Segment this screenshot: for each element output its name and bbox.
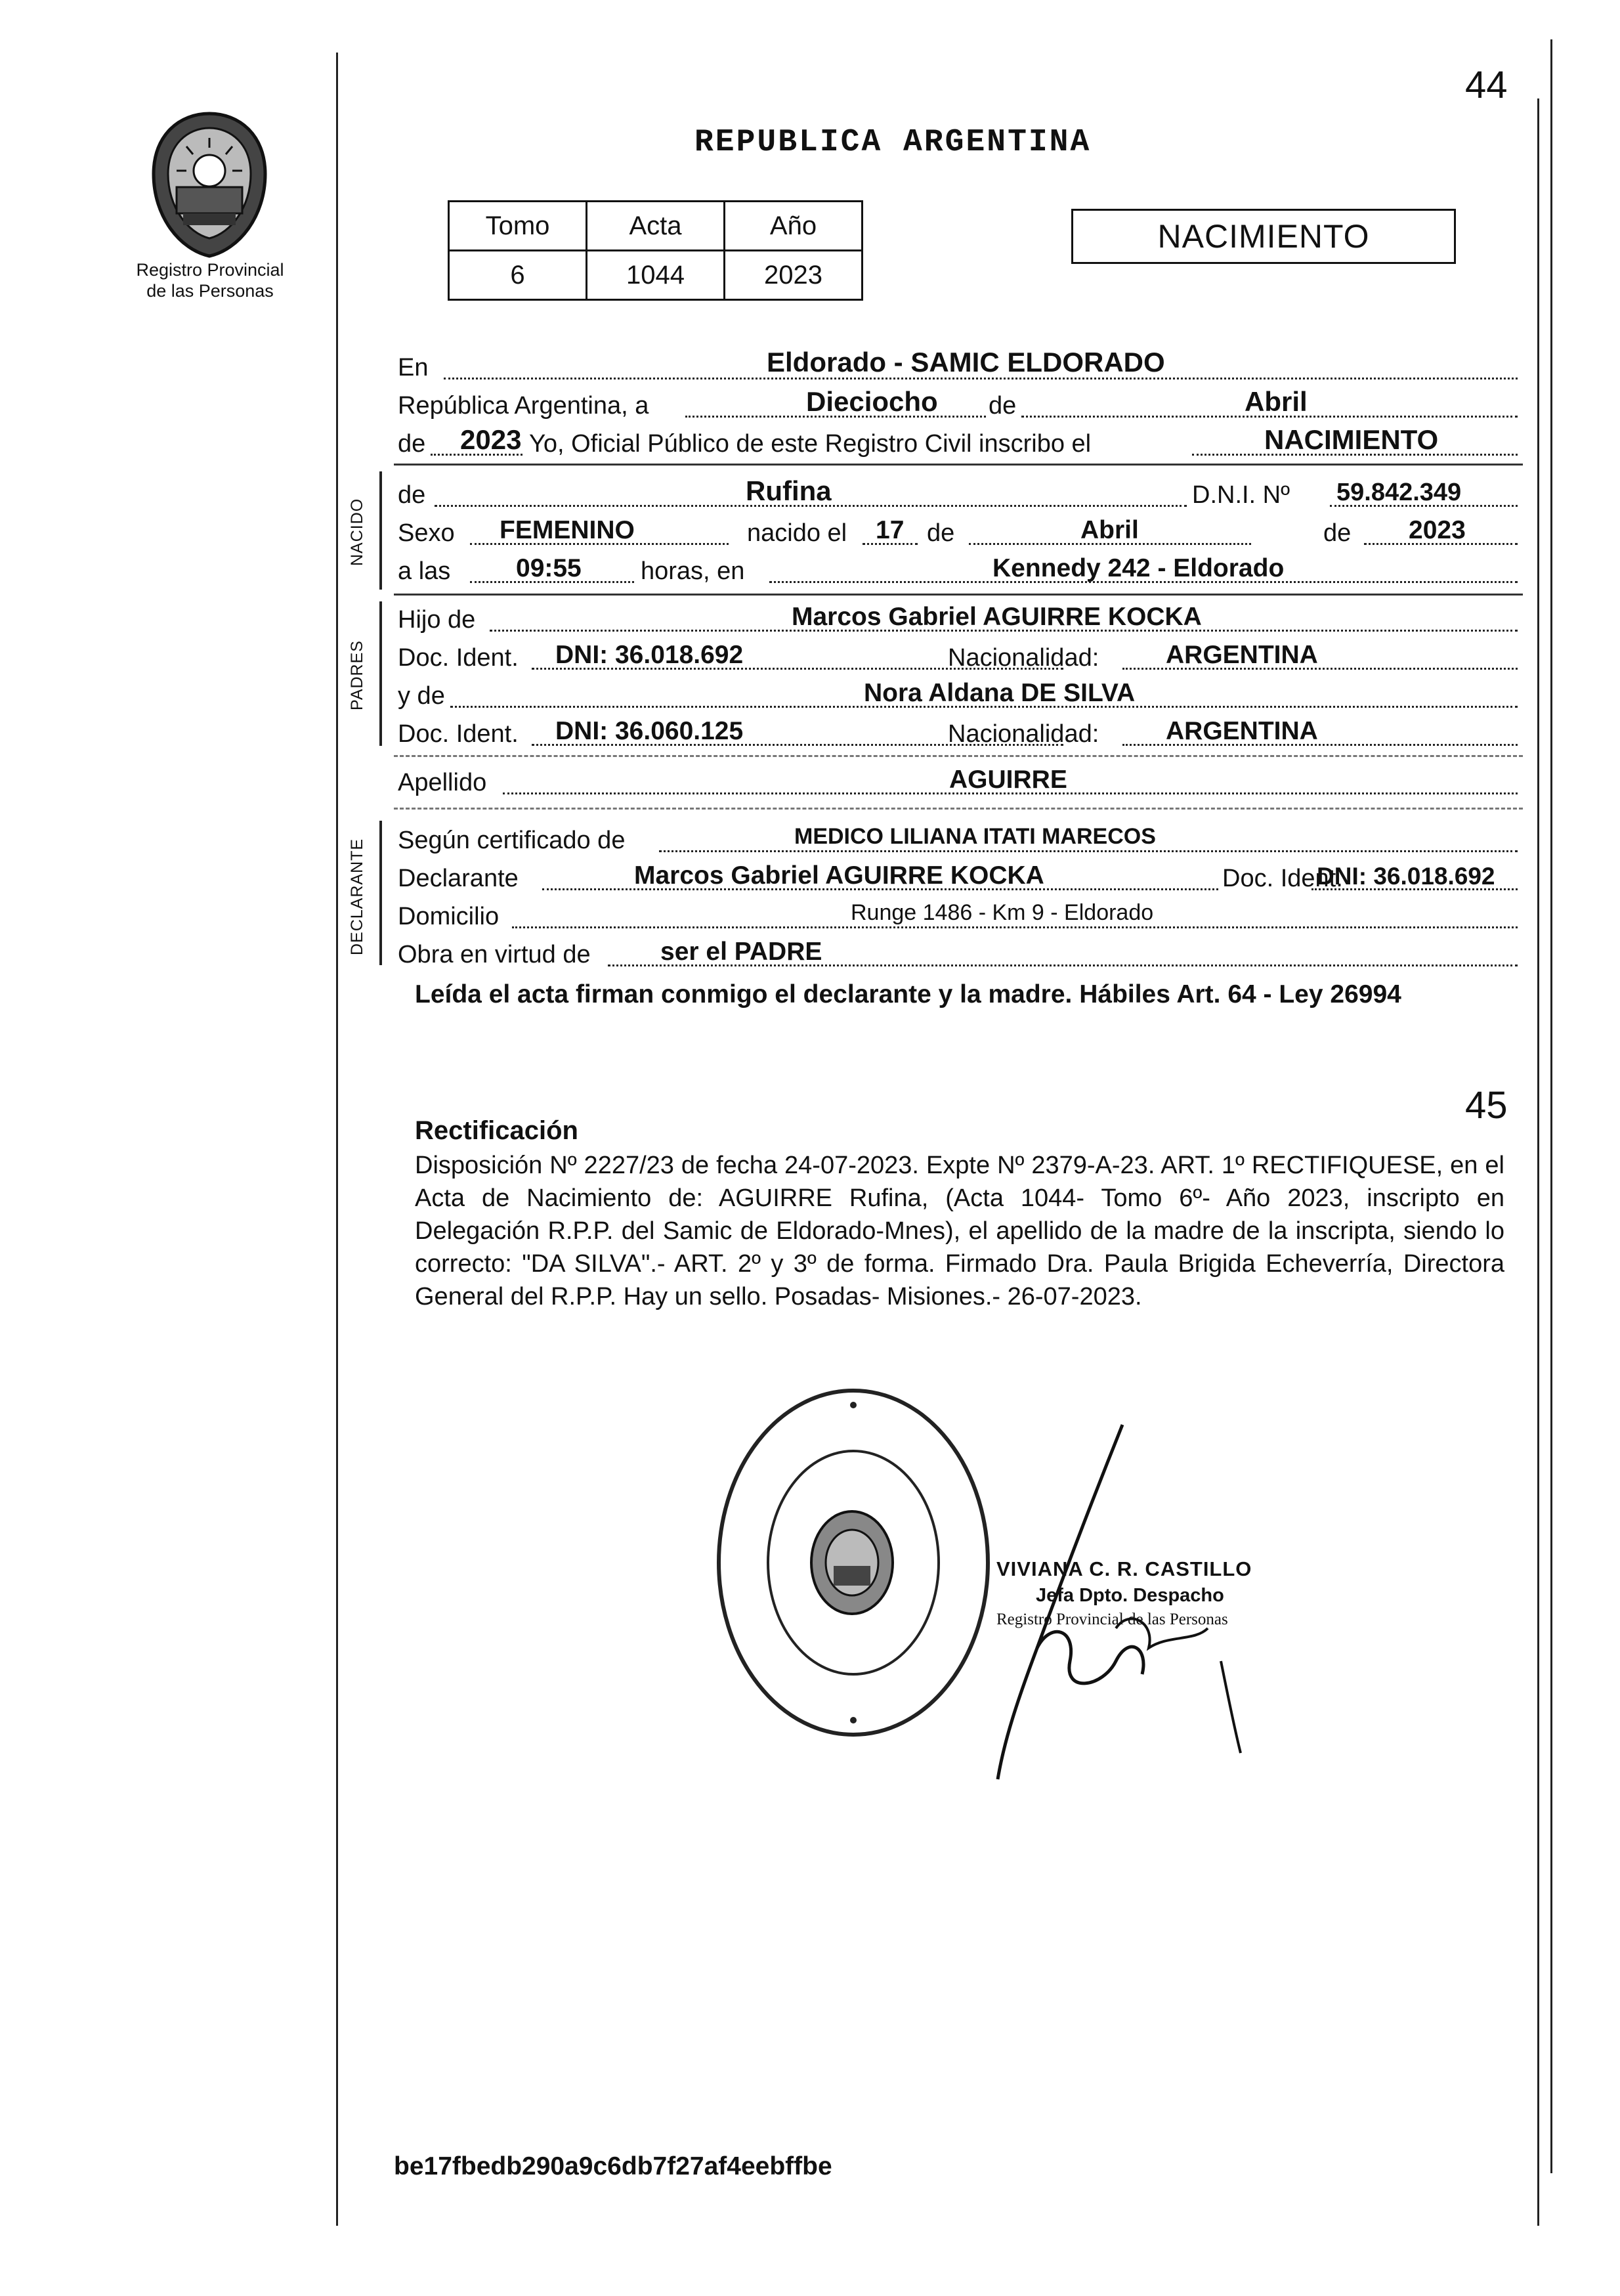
label-de-anio: de bbox=[1323, 519, 1352, 547]
label-doc-ident-declarante: Doc. Ident. bbox=[1222, 865, 1343, 892]
label-horas-en: horas, en bbox=[641, 557, 745, 585]
acta-header-acta: Acta bbox=[587, 202, 725, 251]
section-label-nacido: NACIDO bbox=[348, 498, 366, 566]
bracket-nacido bbox=[379, 471, 382, 590]
document-hash: be17fbedb290a9c6db7f27af4eebffbe bbox=[394, 2152, 832, 2180]
value-madre-nacionalidad: ARGENTINA bbox=[1166, 717, 1318, 745]
label-apellido: Apellido bbox=[398, 769, 487, 796]
label-de: de bbox=[989, 392, 1017, 420]
row-hora bbox=[398, 552, 1520, 590]
row-certificado bbox=[398, 821, 1520, 859]
page-number-2: 45 bbox=[1465, 1084, 1508, 1127]
signature-block bbox=[996, 1557, 1311, 1629]
value-padre-dni: DNI: 36.018.692 bbox=[555, 641, 744, 669]
value-lugar: Eldorado - SAMIC ELDORADO bbox=[767, 347, 1165, 378]
label-doc-ident-madre: Doc. Ident. bbox=[398, 720, 519, 748]
row-apellido bbox=[398, 763, 1520, 801]
rectificacion-title: Rectificación bbox=[415, 1116, 578, 1145]
value-nacido-anio: 2023 bbox=[1409, 516, 1466, 544]
dots bbox=[659, 850, 1518, 852]
value-padre: Marcos Gabriel AGUIRRE KOCKA bbox=[792, 603, 1202, 631]
country-title: REPUBLICA ARGENTINA bbox=[694, 125, 1092, 160]
separator-padres-top bbox=[394, 594, 1523, 596]
row-madre-doc bbox=[398, 714, 1520, 752]
value-obra: ser el PADRE bbox=[660, 938, 822, 966]
dots bbox=[512, 926, 1518, 928]
province-logo bbox=[147, 108, 272, 259]
label-hijo-de: Hijo de bbox=[398, 606, 476, 634]
label-sexo: Sexo bbox=[398, 519, 455, 547]
logo-caption-line2: de las Personas bbox=[146, 281, 274, 301]
acta-value-acta: 1044 bbox=[587, 251, 725, 300]
value-mes: Abril bbox=[1245, 386, 1308, 417]
row-nombre bbox=[398, 475, 1520, 513]
logo-caption-line1: Registro Provincial bbox=[136, 260, 284, 280]
value-hora: 09:55 bbox=[516, 554, 582, 582]
row-madre bbox=[398, 676, 1520, 714]
label-doc-ident-padre: Doc. Ident. bbox=[398, 644, 519, 672]
value-dni: 59.842.349 bbox=[1336, 479, 1462, 506]
rectificacion-body: Disposición Nº 2227/23 de fecha 24-07-2023. Expte Nº 2379-A-23. ART. 1º RECTIFIQUESE, en el Acta de Nacimiento de: AGUIRRE Rufina, (Acta 1044- Tomo 6º- Año 2023, inscripto en Delegación R.P.P. del Samic de Eldorado-Mnes), el apellido de la madre de la inscripta, siendo lo correcto: "DA SILVA".- ART. 2º y 3º de forma. Firmado Dra. Paula Brigida Echeverría, Directora General del R.P.P. Hay un sello. Posadas- Misiones.- 26-07-2023. bbox=[415, 1152, 1504, 1310]
far-right-line bbox=[1550, 39, 1552, 2173]
row-lugar bbox=[398, 348, 1520, 386]
value-nacido-dia: 17 bbox=[876, 516, 905, 544]
signatory-office: Registro Provincial de las Personas bbox=[996, 1611, 1228, 1628]
page-number: 44 bbox=[1465, 64, 1508, 106]
value-declarante-dni: DNI: 36.018.692 bbox=[1317, 863, 1495, 890]
row-fecha bbox=[398, 386, 1520, 424]
section-label-declarante: DECLARANTE bbox=[348, 838, 366, 955]
label-dni: D.N.I. Nº bbox=[1192, 481, 1290, 509]
value-certificado: MEDICO LILIANA ITATI MARECOS bbox=[794, 824, 1156, 849]
acta-header-tomo: Tomo bbox=[449, 202, 587, 251]
label-y-de: y de bbox=[398, 682, 445, 710]
stamp-inner-text bbox=[755, 1766, 952, 1767]
label-nacionalidad-madre: Nacionalidad: bbox=[948, 720, 1099, 748]
row-domicilio bbox=[398, 897, 1520, 935]
label-yo-oficial: Yo, Oficial Público de este Registro Civil inscribo el bbox=[529, 430, 1092, 458]
label-de-nombre: de bbox=[398, 481, 426, 509]
value-nombre: Rufina bbox=[746, 475, 832, 506]
label-obra-en-virtud: Obra en virtud de bbox=[398, 941, 591, 968]
value-domicilio: Runge 1486 - Km 9 - Eldorado bbox=[851, 900, 1154, 925]
row-padre bbox=[398, 600, 1520, 638]
right-margin-line bbox=[1537, 98, 1539, 2226]
label-a-las: a las bbox=[398, 557, 451, 585]
value-sexo: FEMENINO bbox=[500, 516, 635, 544]
label-domicilio: Domicilio bbox=[398, 903, 500, 930]
value-lugar-nacimiento: Kennedy 242 - Eldorado bbox=[992, 554, 1285, 582]
separator-apellido-top bbox=[394, 755, 1523, 757]
label-de-year: de bbox=[398, 430, 426, 458]
signatory-name: VIVIANA C. R. CASTILLO bbox=[996, 1557, 1252, 1580]
signatory-role: Jefa Dpto. Despacho bbox=[1036, 1585, 1224, 1606]
value-declarante: Marcos Gabriel AGUIRRE KOCKA bbox=[634, 861, 1044, 890]
value-anio: 2023 bbox=[460, 424, 522, 455]
acta-value-anio: 2023 bbox=[725, 251, 863, 300]
row-sexo bbox=[398, 513, 1520, 552]
separator-declarante-top bbox=[394, 808, 1523, 810]
left-margin-line bbox=[336, 53, 338, 2226]
value-padre-nacionalidad: ARGENTINA bbox=[1166, 641, 1318, 669]
value-madre-dni: DNI: 36.060.125 bbox=[555, 717, 744, 745]
value-madre: Nora Aldana DE SILVA bbox=[864, 679, 1136, 707]
province-shield-icon bbox=[147, 108, 272, 259]
acta-value-tomo: 6 bbox=[449, 251, 587, 300]
row-inscripcion bbox=[398, 424, 1520, 462]
label-republica: República Argentina, a bbox=[398, 392, 649, 420]
section-label-padres: PADRES bbox=[348, 640, 366, 710]
acta-table bbox=[448, 200, 863, 301]
value-apellido: AGUIRRE bbox=[949, 766, 1067, 794]
acta-header-row bbox=[449, 202, 863, 251]
logo-caption bbox=[112, 259, 309, 301]
value-tipo: NACIMIENTO bbox=[1264, 424, 1439, 455]
row-padre-doc bbox=[398, 638, 1520, 676]
record-type-box: NACIMIENTO bbox=[1071, 209, 1456, 264]
bracket-declarante bbox=[379, 821, 382, 965]
row-declarante bbox=[398, 859, 1520, 897]
bracket-padres bbox=[379, 601, 382, 746]
value-nacido-mes: Abril bbox=[1080, 516, 1139, 544]
acta-value-row bbox=[449, 251, 863, 300]
label-de-mes: de bbox=[927, 519, 955, 547]
label-en: En bbox=[398, 354, 429, 381]
acta-header-anio: Año bbox=[725, 202, 863, 251]
closing-statement: Leída el acta firman conmigo el declarante y la madre. Hábiles Art. 64 - Ley 26994 bbox=[415, 980, 1401, 1008]
row-obra bbox=[398, 935, 1520, 973]
label-segun-certificado: Según certificado de bbox=[398, 827, 626, 854]
label-nacionalidad-padre: Nacionalidad: bbox=[948, 644, 1099, 672]
label-nacido-el: nacido el bbox=[747, 519, 847, 547]
label-declarante: Declarante bbox=[398, 865, 519, 892]
separator-nacido-top bbox=[394, 464, 1523, 466]
value-dia: Dieciocho bbox=[806, 386, 938, 417]
